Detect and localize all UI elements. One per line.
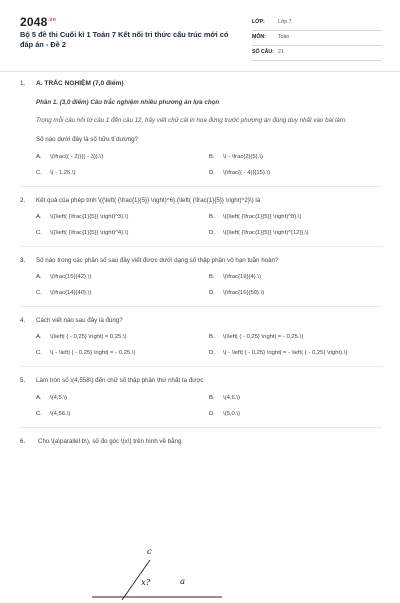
option-text: \(\frac{( - 2)}{( - 3)}.\) <box>50 153 104 160</box>
option-letter: C. <box>36 290 42 297</box>
option-letter: D. <box>209 410 215 417</box>
option-text: \( - \left| { - 0,25} \right| = - 0,25.\) <box>50 350 136 357</box>
option-text: \(\frac{16}{50}.\) <box>223 290 265 297</box>
parallel-lines-diagram <box>92 544 222 600</box>
meta-row-class <box>252 16 382 31</box>
option-b[interactable] <box>209 395 382 403</box>
option-letter: A. <box>36 213 42 220</box>
question-text: Làm tròn số \(4,558\) đến chữ số thập phân thứ nhất ta được <box>36 377 204 385</box>
meta-label: LỚP: <box>252 19 265 26</box>
option-letter: D. <box>209 350 215 357</box>
part-title: Phần 1. (3,0 điểm) Câu trắc nghiệm nhiều phương án lựa chọn <box>36 98 220 106</box>
question-3 <box>20 257 382 298</box>
option-text: \(\left| { - 0,25} \right| = - 0,25.\) <box>223 334 304 341</box>
question-separator <box>20 427 382 428</box>
label-c: c <box>147 547 152 557</box>
logo-main: 2048 <box>20 15 48 29</box>
question-number: 5. <box>20 377 26 385</box>
option-a[interactable] <box>36 395 209 403</box>
option-letter: B. <box>209 274 215 281</box>
option-a[interactable] <box>36 154 209 162</box>
option-text: \({\left( {\frac{1}{5}} \right)^{12}}.\) <box>223 229 309 236</box>
option-d[interactable] <box>209 230 382 238</box>
options-grid <box>36 154 382 178</box>
meta-value: Lớp 7 <box>278 19 292 26</box>
question-1 <box>20 80 382 178</box>
question-text: Cho \(a\parallel b\), số đo góc \(x\) trên hình vẽ bằng <box>38 437 182 445</box>
question-separator <box>20 246 382 247</box>
question-text: Kết quả của phép tính \({\left( {\frac{1}{5}} \right)^6}.{\left( {\frac{1}{5}} \right)^2}\) là <box>36 196 261 204</box>
option-a[interactable] <box>36 334 209 342</box>
option-b[interactable] <box>209 154 382 162</box>
option-letter: B. <box>209 394 215 401</box>
option-text: \( - \left| { - 0,25} \right| = - \left( { - 0,25} \right).\) <box>223 350 348 357</box>
option-letter: B. <box>209 334 215 341</box>
option-text: \(4,56.\) <box>50 410 71 417</box>
option-text: \(\left| { - 0,25} \right| = 0,25.\) <box>50 334 127 341</box>
option-letter: A. <box>36 153 42 160</box>
options-grid <box>36 334 382 358</box>
question-5 <box>20 377 382 418</box>
logo-suffix: .vn <box>47 17 57 23</box>
option-text: \(\frac{19}{4}.\) <box>223 274 261 281</box>
question-number: 4. <box>20 317 26 325</box>
option-c[interactable] <box>36 230 209 238</box>
option-d[interactable] <box>209 170 382 178</box>
options-grid <box>36 214 382 238</box>
option-text: \(4,6.\) <box>223 394 241 401</box>
options-grid <box>36 274 382 298</box>
option-letter: B. <box>209 213 215 220</box>
option-text: \(\frac{( - 4)}{15}.\) <box>223 169 271 176</box>
option-letter: A. <box>36 334 42 341</box>
option-text: \(4,5.\) <box>50 394 68 401</box>
option-letter: A. <box>36 394 42 401</box>
option-d[interactable] <box>209 411 382 419</box>
question-number: 2. <box>20 196 26 204</box>
option-letter: D. <box>209 290 215 297</box>
question-separator <box>20 366 382 367</box>
site-logo[interactable] <box>20 14 56 30</box>
option-c[interactable] <box>36 411 209 419</box>
document-meta <box>252 16 382 61</box>
question-2 <box>20 197 382 238</box>
section-title: A. TRẮC NGHIỆM (7,0 điểm) <box>36 80 124 87</box>
question-separator <box>20 186 382 187</box>
option-text: \( - 1,25.\) <box>50 169 76 176</box>
question-number: 1. <box>20 80 26 87</box>
option-text: \({\left( {\frac{1}{5}} \right)^3}.\) <box>50 213 129 220</box>
question-number: 3. <box>20 256 26 264</box>
document-title: Bộ 5 đề thi Cuối kì 1 Toán 7 Kết nối tri thức cấu trúc mới có đáp án - Đề 2 <box>20 30 229 50</box>
option-c[interactable] <box>36 170 209 178</box>
question-4 <box>20 317 382 358</box>
option-letter: A. <box>36 274 42 281</box>
exam-content <box>20 80 382 446</box>
option-a[interactable] <box>36 214 209 222</box>
option-text: \(\frac{15}{42}.\) <box>50 274 92 281</box>
geometry-figure <box>92 544 222 600</box>
option-b[interactable] <box>209 334 382 342</box>
label-x: x? <box>141 578 151 588</box>
option-d[interactable] <box>209 290 382 298</box>
option-letter: D. <box>209 169 215 176</box>
option-b[interactable] <box>209 214 382 222</box>
option-letter: B. <box>209 153 215 160</box>
option-letter: C. <box>36 350 42 357</box>
meta-value: 21 <box>278 49 284 56</box>
meta-label: SỐ CÂU: <box>252 49 274 56</box>
option-letter: C. <box>36 410 42 417</box>
instruction-text: Trong mỗi câu hỏi từ câu 1 đến câu 12, hãy viết chữ cái in hoa đứng trước phương án đúng duy nhất vào bài làm. <box>36 117 347 125</box>
question-6 <box>20 438 382 446</box>
question-text: Số nào dưới đây là số hữu tỉ dương? <box>36 136 139 144</box>
option-c[interactable] <box>36 350 209 358</box>
option-letter: D. <box>209 229 215 236</box>
option-b[interactable] <box>209 274 382 282</box>
option-text: \(5,0.\) <box>223 410 241 417</box>
document-header <box>20 14 382 62</box>
question-text: Số nào trong các phân số sau đây viết được dưới dạng số thập phân vô hạn tuần hoàn? <box>36 256 279 264</box>
meta-row-subject <box>252 31 382 46</box>
question-text: Cách viết nào sau đây là đúng? <box>36 317 123 325</box>
option-c[interactable] <box>36 290 209 298</box>
label-a: a <box>180 577 186 587</box>
option-text: \({\left( {\frac{1}{5}} \right)^8}.\) <box>223 213 302 220</box>
option-d[interactable] <box>209 350 382 358</box>
option-letter: C. <box>36 169 42 176</box>
options-grid <box>36 395 382 419</box>
option-a[interactable] <box>36 274 209 282</box>
meta-label: MÔN: <box>252 34 266 41</box>
option-text: \(\frac{14}{40}.\) <box>50 290 92 297</box>
meta-value: Toán <box>278 34 290 41</box>
option-text: \({\left( {\frac{1}{5}} \right)^4}.\) <box>50 229 129 236</box>
option-letter: C. <box>36 229 42 236</box>
question-number: 6. <box>20 437 26 445</box>
option-text: \( - \frac{2}{5}.\) <box>223 153 263 160</box>
header-divider <box>0 71 400 72</box>
question-separator <box>20 306 382 307</box>
meta-row-count <box>252 46 382 61</box>
